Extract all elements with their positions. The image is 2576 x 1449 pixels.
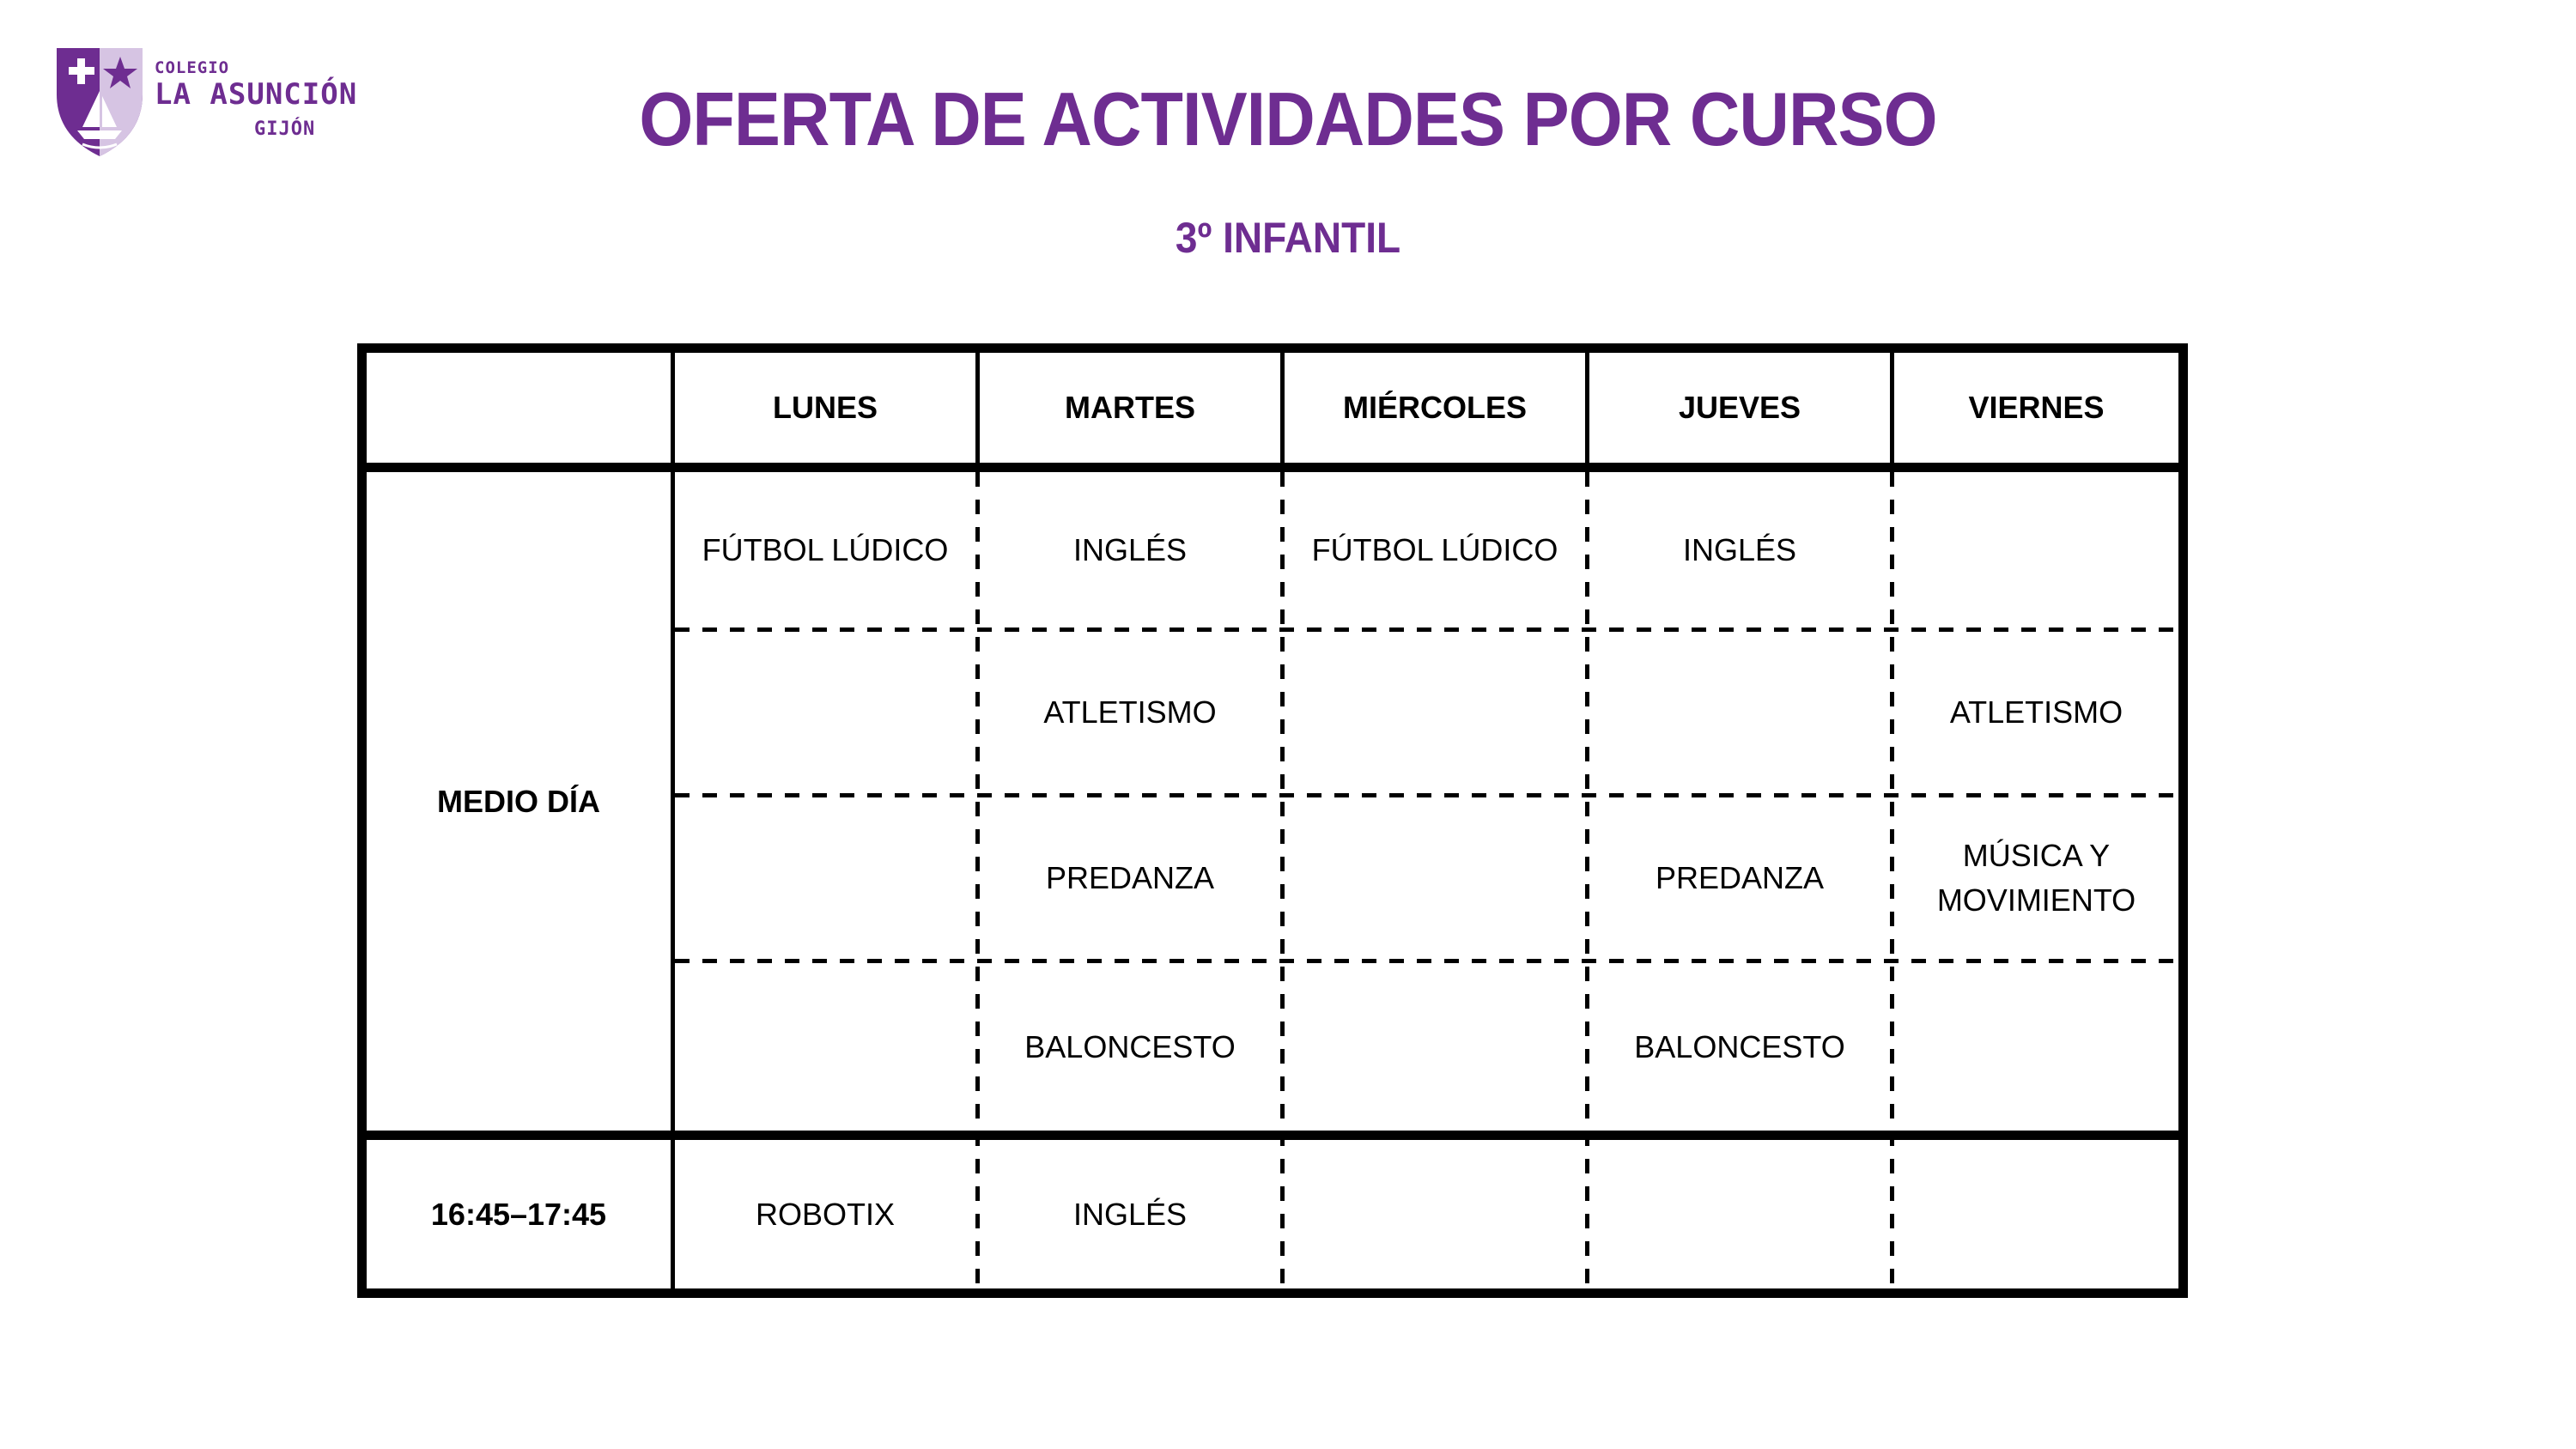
activity-cell bbox=[1589, 1140, 1890, 1288]
activity-cell: BALONCESTO bbox=[1634, 1028, 1845, 1064]
page-title: OFERTA DE ACTIVIDADES POR CURSO bbox=[639, 76, 1937, 161]
section-separator bbox=[367, 1131, 2178, 1140]
day-header-miercoles: MIÉRCOLES bbox=[1342, 390, 1527, 425]
day-header-lunes: LUNES bbox=[772, 390, 878, 425]
activity-cell bbox=[1285, 797, 1585, 959]
activity-cell: FÚTBOL LÚDICO bbox=[1311, 531, 1558, 567]
activities-schedule-table bbox=[357, 343, 2188, 1298]
activity-cell: ATLETISMO bbox=[1949, 694, 2123, 730]
activity-cell: FÚTBOL LÚDICO bbox=[702, 531, 949, 567]
activity-cell bbox=[675, 797, 975, 959]
activity-cell bbox=[1894, 1140, 2178, 1288]
activity-cell bbox=[1894, 963, 2178, 1131]
logo-line-colegio: COLEGIO bbox=[155, 58, 230, 77]
activity-cell bbox=[675, 632, 975, 793]
activity-cell: INGLÉS bbox=[1682, 531, 1797, 567]
activity-cell: PREDANZA bbox=[1655, 860, 1825, 895]
day-header-jueves: JUEVES bbox=[1678, 390, 1801, 425]
activity-cell bbox=[675, 963, 975, 1131]
activity-cell: INGLÉS bbox=[1072, 531, 1188, 567]
activity-cell: PREDANZA bbox=[1045, 860, 1215, 895]
row-head-medio-dia: MEDIO DÍA bbox=[436, 783, 600, 819]
activity-cell bbox=[1285, 963, 1585, 1131]
activity-cell bbox=[1285, 632, 1585, 793]
activity-cell bbox=[1589, 632, 1890, 793]
activity-cell: ATLETISMO bbox=[1043, 694, 1217, 730]
activity-cell: BALONCESTO bbox=[1024, 1028, 1236, 1064]
activity-cell bbox=[1894, 472, 2178, 627]
activity-cell: MÚSICA Y MOVIMIENTO bbox=[1936, 838, 2136, 918]
activity-cell bbox=[1285, 1140, 1585, 1288]
activity-cell: ROBOTIX bbox=[755, 1196, 896, 1232]
course-subtitle: 3º INFANTIL bbox=[1175, 214, 1401, 262]
logo-line-gijon: GIJÓN bbox=[254, 118, 316, 140]
day-header-viernes: VIERNES bbox=[1968, 390, 2105, 425]
row-head-afternoon: 16:45–17:45 bbox=[430, 1196, 607, 1232]
logo-line-la-asuncion: LA ASUNCIÓN bbox=[155, 77, 358, 112]
activity-cell: INGLÉS bbox=[1072, 1196, 1188, 1232]
day-header-martes: MARTES bbox=[1065, 390, 1195, 425]
header-separator bbox=[367, 463, 2178, 472]
